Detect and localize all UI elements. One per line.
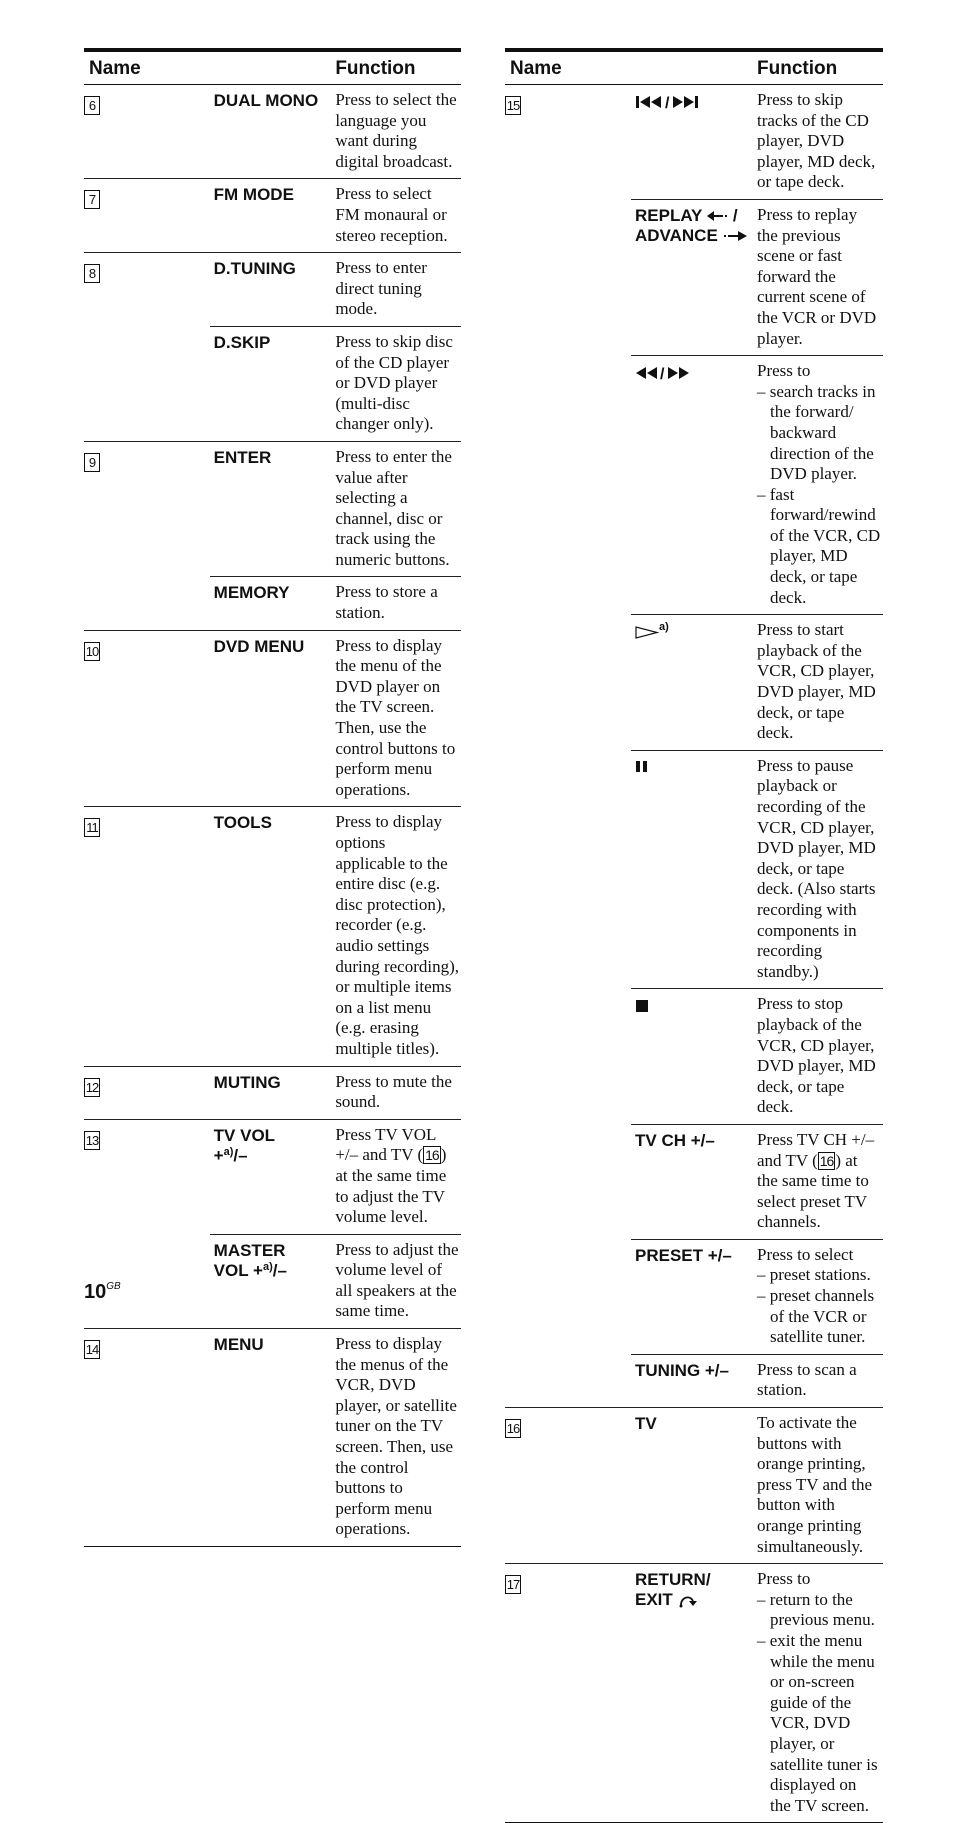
item-number-ref: 16 (425, 1147, 439, 1164)
footnote-mark: a) (223, 1145, 234, 1158)
item-number: 9 (84, 453, 100, 472)
footnote-mark: a) (262, 1260, 273, 1273)
button-function: Press to select FM monaural or stereo reception. (335, 179, 461, 253)
item-number: 10 (85, 643, 99, 659)
function-list-item: – preset stations. (757, 1265, 871, 1285)
name-line: TV VOL (213, 1125, 276, 1145)
rewind-fast-forward-icon (635, 365, 705, 381)
function-list-item: – fast forward/rewind of the VCR, CD player, MD deck, or tape deck. (757, 484, 881, 607)
button-function: Press to select the language you want during digital broadcast. (335, 85, 461, 179)
button-function: Press to pause playback or recording of the VCR, CD player, DVD player, MD deck, or tape deck. (Also starts recording with components in recording standby.) (757, 750, 883, 989)
button-function: Press to mute the sound. (335, 1066, 461, 1119)
item-number: 16 (506, 1421, 520, 1437)
button-name: REPLAY / ADVANCE (631, 199, 757, 355)
table-row (84, 1066, 461, 1119)
name-line: ADVANCE (635, 225, 718, 245)
item-number: 14 (85, 1342, 99, 1358)
button-name: FM MODE (210, 179, 336, 253)
table-row (505, 85, 883, 200)
table-row (505, 615, 883, 751)
table-row (505, 356, 883, 615)
table-row (505, 1408, 883, 1564)
table-row (505, 1124, 883, 1239)
page-language-suffix: GB (106, 1281, 121, 1292)
button-function (757, 356, 883, 615)
table-row (505, 1239, 883, 1354)
page-number-value: 10 (84, 1281, 107, 1303)
item-number: 13 (85, 1132, 99, 1148)
button-function (757, 1239, 883, 1354)
button-function: Press to enter the value after selecting a channel, disc or track using the numeric buttons. (335, 441, 461, 577)
function-text: ) at the same time to select preset TV channels. (757, 1150, 869, 1232)
button-function (757, 1124, 883, 1239)
item-number: 8 (84, 264, 100, 283)
table-row (505, 1354, 883, 1407)
table-row (84, 326, 461, 441)
svg-text:/: / (660, 365, 665, 381)
button-function: Press to skip disc of the CD player or DVD player (multi-disc changer only). (335, 326, 461, 441)
name-line: VOL + (213, 1260, 263, 1280)
button-name (631, 85, 757, 200)
name-line: /– (233, 1145, 248, 1165)
button-name: PRESET +/– (631, 1239, 757, 1354)
item-number: 17 (506, 1577, 520, 1593)
button-name (631, 989, 757, 1125)
function-text: ) at the same time to adjust the TV volume level. (335, 1145, 447, 1227)
function-list-item: – return to the previous menu. (757, 1589, 875, 1630)
right-table (505, 48, 883, 1823)
function-text: Press TV CH +/– and TV ( (757, 1129, 875, 1170)
button-function: Press to start playback of the VCR, CD player, DVD player, MD deck, or tape deck. (757, 615, 883, 751)
table-row (84, 253, 461, 327)
column-header-function: Function (757, 50, 883, 85)
name-line: MASTER (213, 1240, 286, 1260)
button-function (757, 1564, 883, 1823)
footnote-mark: a) (659, 621, 669, 634)
stop-icon (635, 999, 651, 1013)
skip-prev-next-icon (635, 94, 711, 110)
function-text: Press to (757, 361, 811, 381)
table-row (84, 179, 461, 253)
button-name: D.TUNING (210, 253, 336, 327)
table-row (505, 750, 883, 989)
button-name: TUNING +/– (631, 1354, 757, 1407)
table-row (505, 1564, 883, 1823)
page-number (84, 1281, 121, 1304)
name-line: EXIT (635, 1590, 673, 1610)
table-row (505, 989, 883, 1125)
table-row (84, 577, 461, 630)
button-function: Press to adjust the volume level of all speakers at the same time. (335, 1234, 461, 1328)
item-number: 6 (84, 96, 100, 115)
button-function: Press to display options applicable to the entire disc (e.g. disc protection), recorder (e.g. audio settings during recording), or multiple items on a list menu (e.g. erasing multiple titles). (335, 807, 461, 1066)
button-function: Press to display the menu of the DVD player on the TV screen. Then, use the control buttons to perform menu operations. (335, 630, 461, 807)
button-name: D.SKIP (210, 326, 336, 441)
function-text: Press TV VOL +/– and TV ( (335, 1124, 436, 1165)
button-name (631, 1564, 757, 1823)
column-header-name: Name (505, 50, 757, 85)
button-function: Press to stop playback of the VCR, CD player, DVD player, MD deck, or tape deck. (757, 989, 883, 1125)
table-row (84, 630, 461, 807)
button-name: MUTING (210, 1066, 336, 1119)
button-function: Press to skip tracks of the CD player, DVD player, MD deck, or tape deck. (757, 85, 883, 200)
button-name: MEMORY (210, 577, 336, 630)
replay-arrow-icon (707, 210, 733, 222)
column-header-function: Function (335, 50, 461, 85)
button-name: TV CH +/– (631, 1124, 757, 1239)
name-line: + (213, 1145, 224, 1165)
button-function: To activate the buttons with orange printing, press TV and the button with orange printing simultaneously. (757, 1408, 883, 1564)
button-function: Press to replay the previous scene or fast forward the current scene of the VCR or DVD player. (757, 199, 883, 355)
item-number-ref: 16 (819, 1152, 834, 1169)
function-list-item: – search tracks in the forward/ backward direction of the DVD player. (757, 381, 876, 484)
play-icon (635, 624, 659, 640)
return-icon (678, 1593, 700, 1609)
function-text: Press to select (757, 1244, 854, 1264)
svg-text:/: / (665, 94, 670, 110)
table-row (84, 85, 461, 179)
name-line: /– (272, 1260, 287, 1280)
button-function: Press to enter direct tuning mode. (335, 253, 461, 327)
button-name (210, 1119, 336, 1234)
table-row (505, 199, 883, 355)
name-line: REPLAY (635, 205, 703, 225)
button-function: Press to scan a station. (757, 1354, 883, 1407)
button-function: Press to display the menus of the VCR, DVD player, or satellite tuner on the TV screen. Then, use the control buttons to perform menu operations. (335, 1329, 461, 1547)
button-name (210, 1234, 336, 1328)
function-list-item: – exit the menu while the menu or on-screen guide of the VCR, DVD player, or satellite tuner is displayed on the TV screen. (757, 1630, 878, 1815)
table-row (84, 441, 461, 577)
button-name (631, 615, 757, 751)
name-line: RETURN/ (635, 1570, 711, 1590)
table-row (84, 1234, 461, 1328)
button-function (335, 1119, 461, 1234)
table-row (84, 1329, 461, 1547)
table-row (84, 807, 461, 1066)
button-name: ENTER (210, 441, 336, 577)
button-name: TOOLS (210, 807, 336, 1066)
item-number: 11 (84, 818, 100, 837)
item-number: 12 (85, 1079, 99, 1095)
button-name: DVD MENU (210, 630, 336, 807)
pause-icon (635, 760, 651, 774)
button-name: DUAL MONO (210, 85, 336, 179)
button-name (631, 750, 757, 989)
item-number: 15 (506, 98, 520, 113)
button-name: MENU (210, 1329, 336, 1547)
function-list-item: – preset channels of the VCR or satellite tuner. (757, 1286, 875, 1347)
column-header-name: Name (84, 50, 335, 85)
table-row (84, 1119, 461, 1234)
function-text: Press to (757, 1569, 811, 1589)
left-table (84, 48, 461, 1547)
button-name (631, 356, 757, 615)
button-name: TV (631, 1408, 757, 1564)
advance-arrow-icon (723, 230, 747, 242)
item-number: 7 (84, 190, 100, 209)
button-function: Press to store a station. (335, 577, 461, 630)
